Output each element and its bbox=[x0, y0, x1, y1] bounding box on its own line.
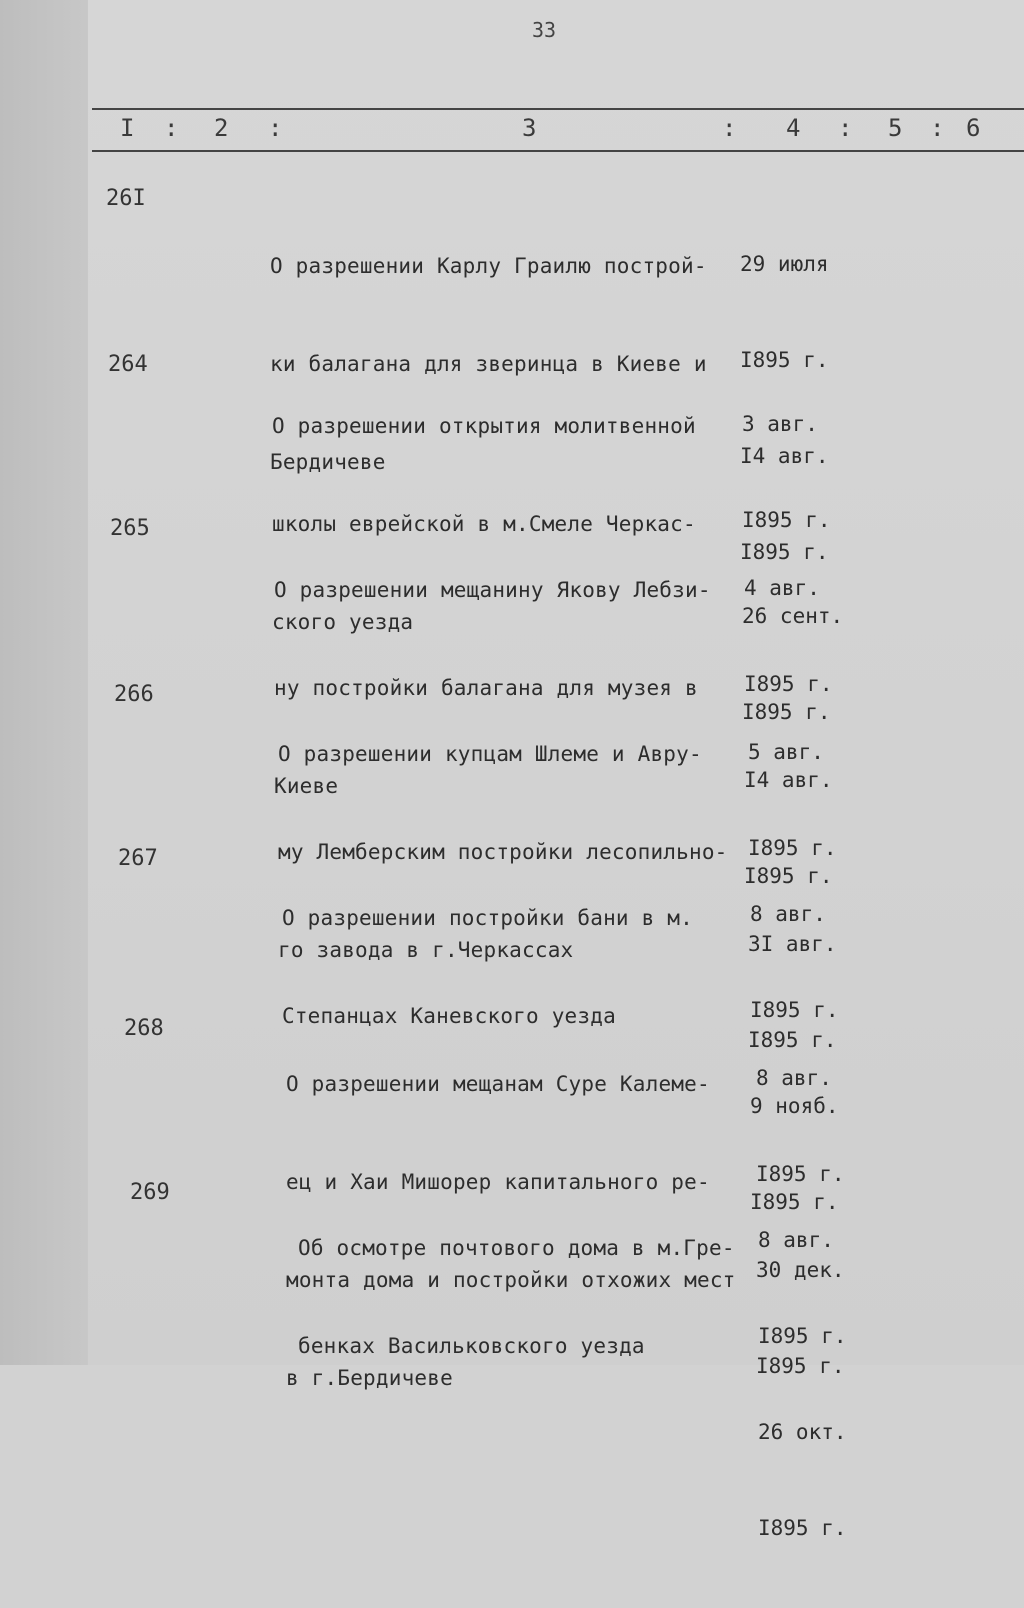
header-sep-3: : bbox=[722, 114, 737, 142]
entry-number: 268 bbox=[124, 1016, 164, 1041]
entry-line: му Лемберским постройки лесопильно- bbox=[278, 840, 728, 864]
date-end: 26 сент. bbox=[742, 604, 844, 628]
date-start: 8 авг. bbox=[756, 1066, 832, 1090]
header-col-3: 3 bbox=[522, 114, 537, 142]
date-start: 5 авг. bbox=[748, 740, 824, 764]
date-start-year: I895 г. bbox=[744, 672, 833, 696]
entry-line: О разрешении постройки бани в м. bbox=[282, 906, 693, 930]
date-end-year: I895 г. bbox=[744, 864, 833, 888]
header-sep-1: : bbox=[164, 114, 179, 142]
entry-line: го завода в г.Черкассах bbox=[278, 938, 574, 962]
header-sep-4: : bbox=[838, 114, 853, 142]
date-end: 26 окт. bbox=[758, 1420, 847, 1444]
column-header-row bbox=[92, 114, 1024, 144]
entry-line: бенках Васильковского уезда bbox=[298, 1334, 645, 1358]
entry-dates bbox=[758, 1160, 847, 1608]
date-start-year: I895 г. bbox=[750, 998, 839, 1022]
entry-number: 265 bbox=[110, 516, 150, 541]
entry-line: ки балагана для зверинца в Киеве и bbox=[270, 352, 707, 376]
entry-line: О разрешении мещанам Суре Калеме- bbox=[286, 1072, 710, 1096]
date-start-year: I895 г. bbox=[742, 508, 831, 532]
date-start: 29 июля bbox=[740, 252, 829, 276]
header-rule-top bbox=[92, 108, 1024, 110]
entry-line: ну постройки балагана для музея в bbox=[274, 676, 698, 700]
entry-line: Бердичеве bbox=[270, 450, 386, 474]
date-start-year: I895 г. bbox=[758, 1324, 847, 1348]
date-end-year: I895 г. bbox=[740, 540, 829, 564]
date-start-year: I895 г. bbox=[756, 1162, 845, 1186]
header-col-5: 5 bbox=[888, 114, 903, 142]
entry-number: 264 bbox=[108, 352, 148, 377]
entry-line: ского уезда bbox=[272, 610, 414, 634]
date-start-year: I895 г. bbox=[740, 348, 829, 372]
entry-line: монта дома и постройки отхожих мест bbox=[286, 1268, 736, 1292]
entry-number: 267 bbox=[118, 846, 158, 871]
entry-line: О разрешении мещанину Якову Лебзи- bbox=[274, 578, 711, 602]
date-end-year: I895 г. bbox=[748, 1028, 837, 1052]
date-end-year: I895 г. bbox=[742, 700, 831, 724]
date-end: 9 нояб. bbox=[750, 1094, 839, 1118]
entry-line: О разрешении купцам Шлеме и Авру- bbox=[278, 742, 702, 766]
header-col-2: 2 bbox=[214, 114, 229, 142]
entry-number: 26I bbox=[106, 186, 146, 211]
header-sep-5: : bbox=[930, 114, 945, 142]
entry-line: Киеве bbox=[274, 774, 339, 798]
entry-line: О разрешении Карлу Граилю построй- bbox=[270, 254, 707, 278]
date-end-year: I895 г. bbox=[750, 1190, 839, 1214]
entry-number: 266 bbox=[114, 682, 154, 707]
date-end-year: I895 г. bbox=[756, 1354, 845, 1378]
header-rule-bottom bbox=[92, 150, 1024, 152]
entry-line: в г.Бердичеве bbox=[286, 1366, 453, 1390]
date-start: 3 авг. bbox=[742, 412, 818, 436]
date-end: 30 дек. bbox=[756, 1258, 845, 1282]
entry-line: школы еврейской в м.Смеле Черкас- bbox=[272, 512, 696, 536]
page-number: 33 bbox=[532, 18, 557, 42]
header-sep-2: : bbox=[268, 114, 283, 142]
adjacent-page-edge bbox=[0, 0, 93, 1365]
date-end-year: I895 г. bbox=[758, 1516, 847, 1540]
date-end: I4 авг. bbox=[740, 444, 829, 468]
entry-number: 269 bbox=[130, 1180, 170, 1205]
date-start: 4 авг. bbox=[744, 576, 820, 600]
entry-line: Об осмотре почтового дома в м.Гре- bbox=[298, 1236, 735, 1260]
date-end: I4 авг. bbox=[744, 768, 833, 792]
entry-line: ец и Хаи Мишорер капитального ре- bbox=[286, 1170, 710, 1194]
date-start: 8 авг. bbox=[758, 1228, 834, 1252]
entry-line: О разрешении открытия молитвенной bbox=[272, 414, 696, 438]
entry-line: Степанцах Каневского уезда bbox=[282, 1004, 616, 1028]
date-end: 3I авг. bbox=[748, 932, 837, 956]
entry-description bbox=[298, 1166, 735, 1428]
header-col-4: 4 bbox=[786, 114, 801, 142]
date-start-year: I895 г. bbox=[748, 836, 837, 860]
header-col-6: 6 bbox=[966, 114, 981, 142]
header-col-1: I bbox=[120, 114, 135, 142]
date-start: 8 авг. bbox=[750, 902, 826, 926]
